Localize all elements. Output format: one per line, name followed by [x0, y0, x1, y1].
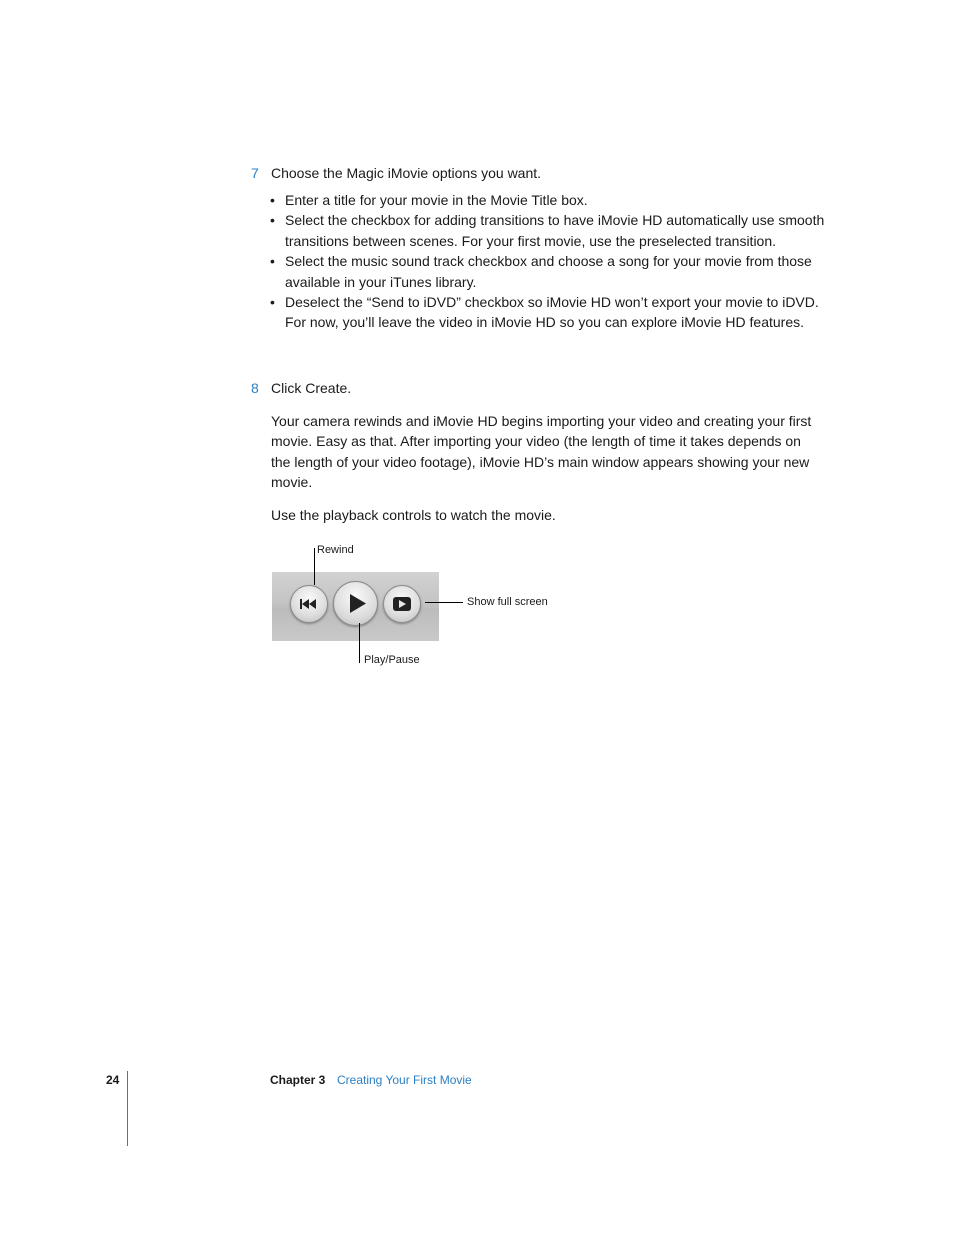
- step-number: 8: [251, 380, 259, 396]
- rewind-label: Rewind: [317, 544, 354, 556]
- list-item: [270, 251, 830, 292]
- list-item: [270, 210, 830, 251]
- play-pause-button[interactable]: [333, 581, 378, 626]
- play-pause-label: Play/Pause: [364, 654, 420, 666]
- play-pause-callout-line: [359, 623, 360, 663]
- step-text: Choose the Magic iMovie options you want.: [271, 165, 542, 181]
- full-screen-label: Show full screen: [467, 596, 548, 608]
- step-text: Click Create.: [271, 380, 352, 396]
- list-item: [270, 190, 830, 210]
- options-list: [270, 190, 830, 333]
- list-item-text: Select the checkbox for adding transitions to have iMovie HD automatically use smooth transitions between scenes. For your first movie, use the preselected transition.: [285, 212, 825, 249]
- chapter-label: Chapter 3: [270, 1073, 326, 1087]
- full-screen-button[interactable]: [383, 585, 421, 623]
- rewind-callout-line: [314, 548, 315, 585]
- full-screen-callout-line: [425, 602, 463, 603]
- list-item: [270, 292, 830, 333]
- chapter-title: Creating Your First Movie: [337, 1073, 472, 1087]
- list-item-text: Select the music sound track checkbox and choose a song for your movie from those available in your iTunes library.: [285, 253, 812, 290]
- step-number: 7: [251, 165, 259, 181]
- list-item-text: Deselect the “Send to iDVD” checkbox so iMovie HD won’t export your movie to iDVD. For now, you’ll leave the video in iMovie HD so you can explore iMovie HD features.: [285, 294, 819, 331]
- body-paragraph: Use the playback controls to watch the movie.: [271, 507, 556, 523]
- playback-controls-panel: [272, 572, 439, 641]
- play-icon: [334, 582, 377, 625]
- bullet-marker: •: [270, 294, 275, 311]
- list-item-text: Enter a title for your movie in the Movie Title box.: [285, 192, 588, 208]
- bullet-marker: •: [270, 192, 275, 208]
- page-number: 24: [106, 1073, 120, 1087]
- bullet-marker: •: [270, 212, 275, 229]
- rewind-button[interactable]: [290, 585, 328, 623]
- footer-divider: [127, 1071, 128, 1146]
- body-paragraph: Your camera rewinds and iMovie HD begins importing your video and creating your first movie. Easy as that. After importing your video (the length of time it takes depends on the length of your video footage), iMovie HD’s main window appears showing your new movie.: [271, 413, 812, 491]
- full-screen-icon: [384, 586, 420, 622]
- bullet-marker: •: [270, 253, 275, 270]
- rewind-icon: [291, 586, 327, 622]
